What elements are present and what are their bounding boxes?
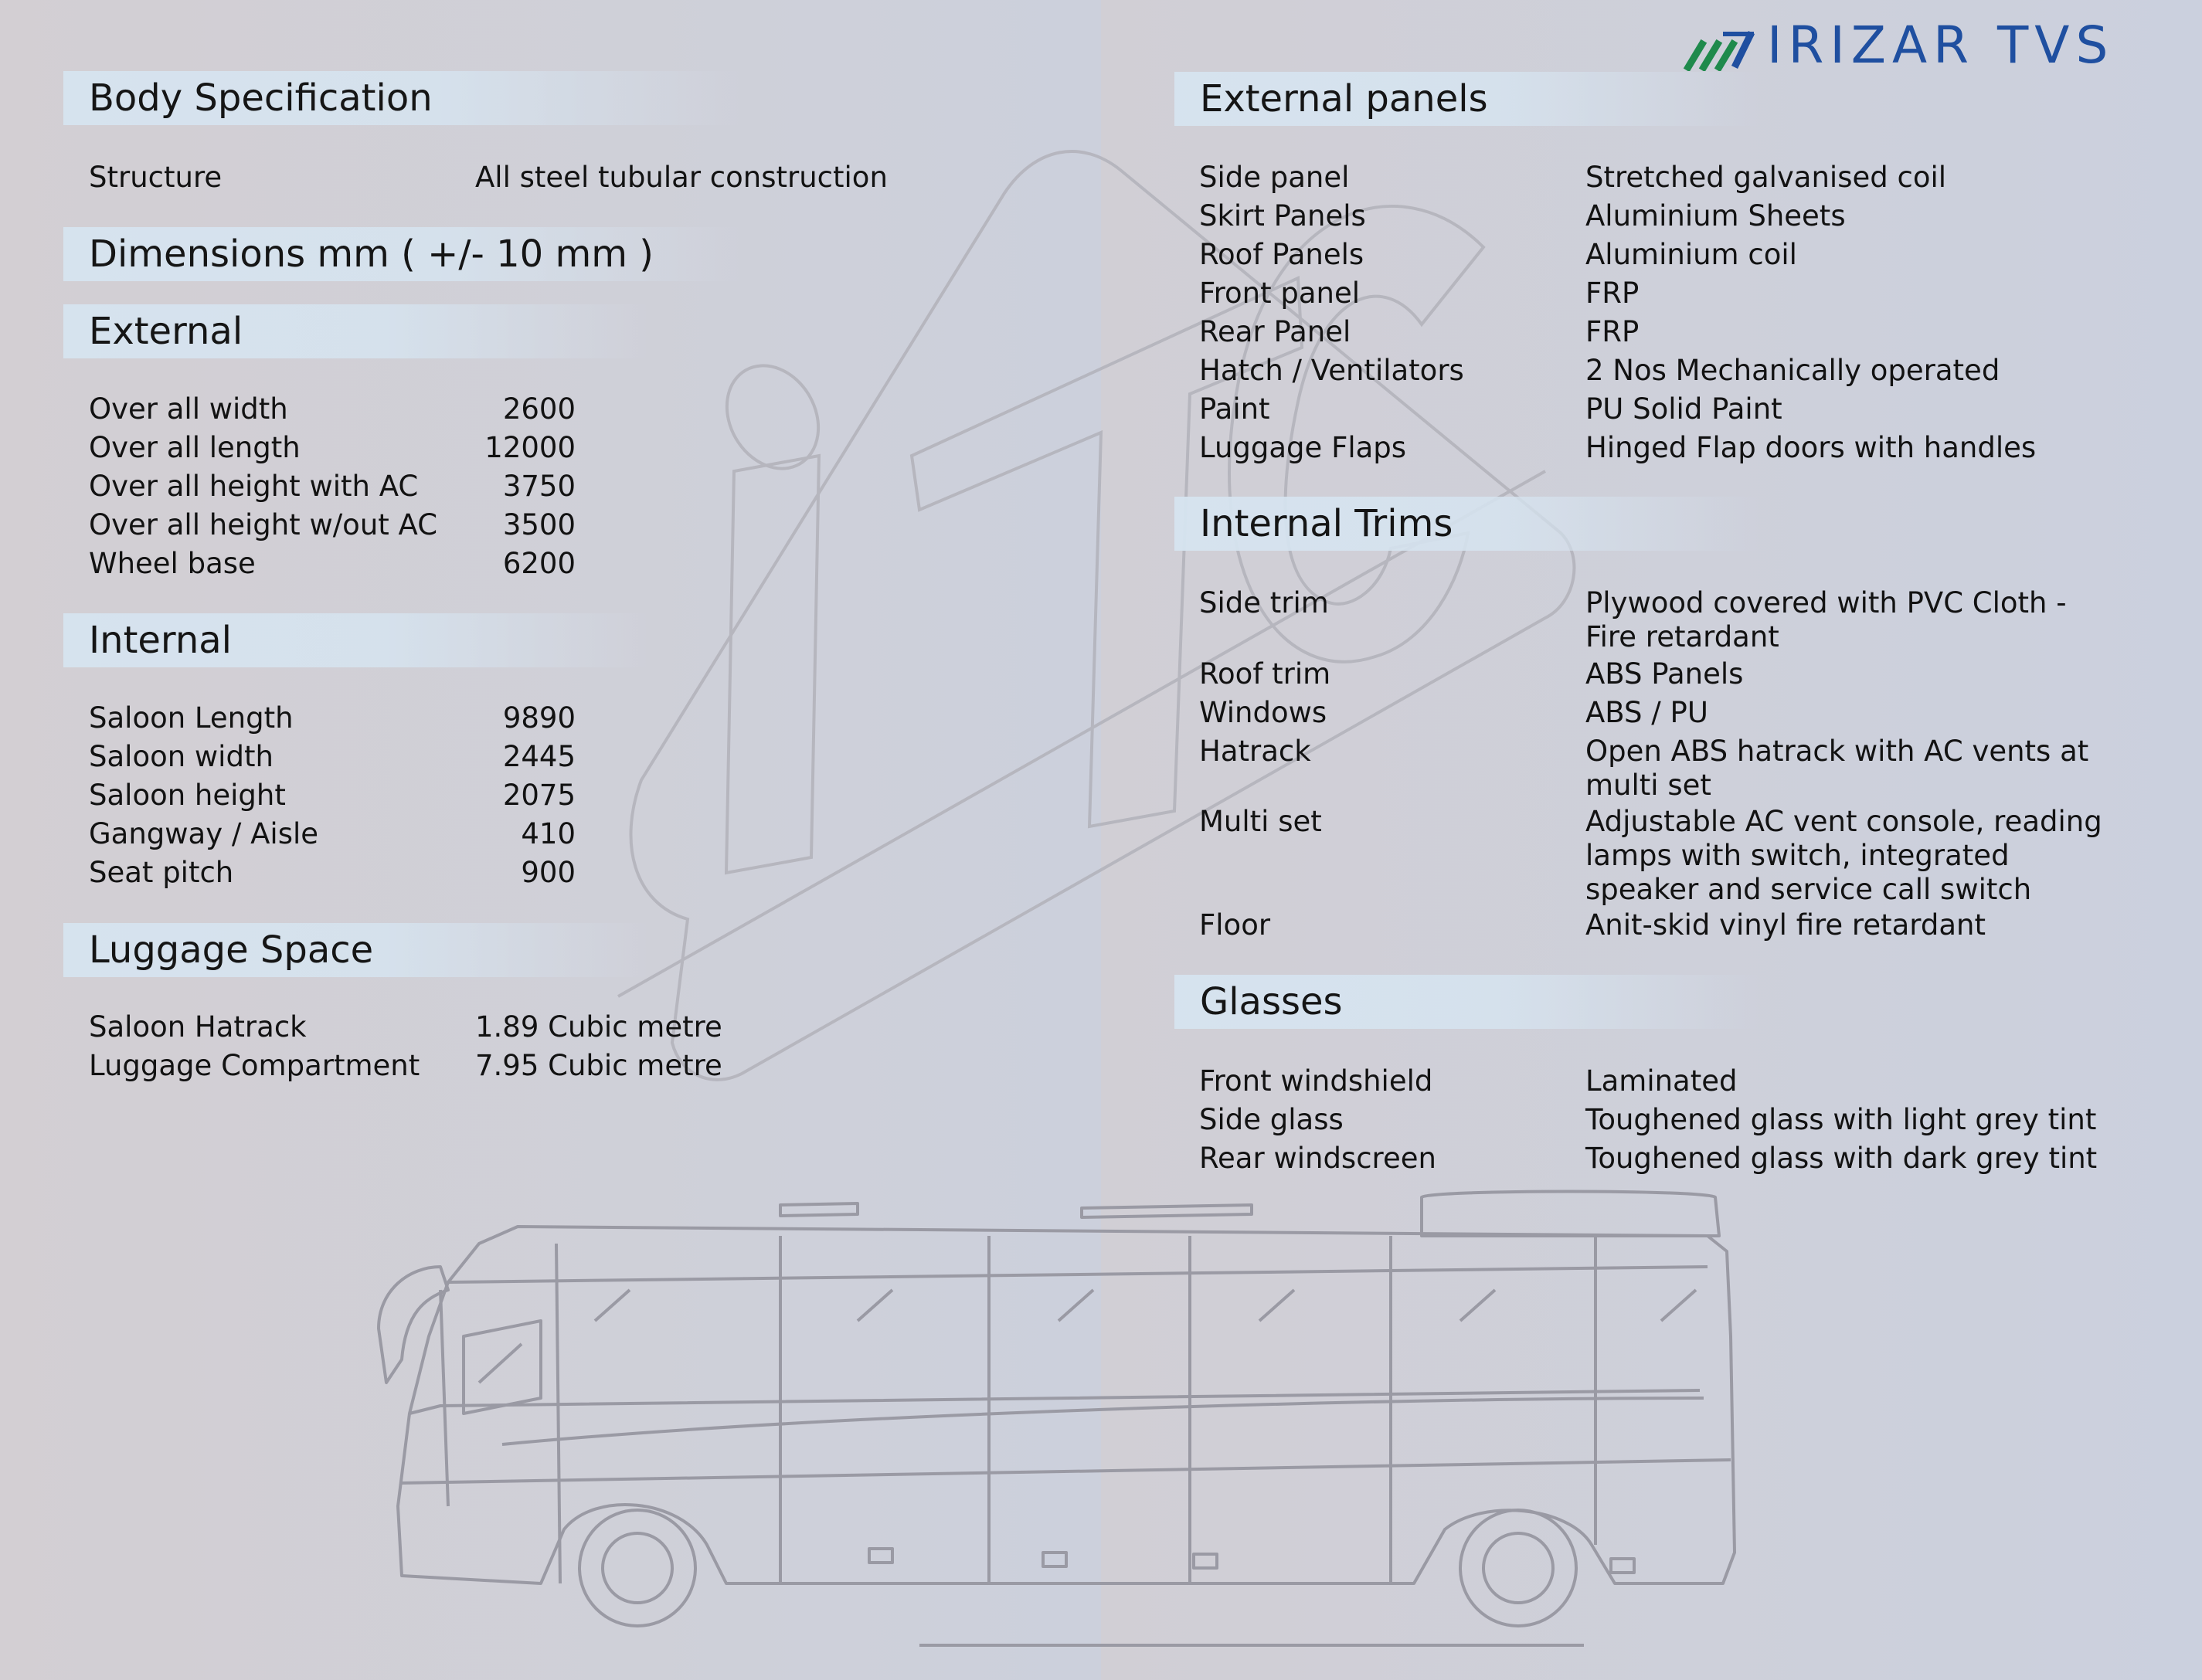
spec-label: Front windshield — [1199, 1064, 1433, 1098]
spec-label: Floor — [1199, 908, 1271, 942]
spec-value: ABS Panels — [1585, 657, 1744, 691]
spec-label: Front panel — [1199, 277, 1360, 310]
spec-label: Structure — [89, 161, 223, 194]
spec-value: 2075 — [502, 779, 576, 812]
spec-value: 9890 — [502, 701, 576, 735]
spec-value: Adjustable AC vent console, reading lamps with switch, integrated speaker and service call switch — [1585, 805, 2102, 906]
brand-name: IRIZAR TVS — [1767, 15, 2115, 75]
spec-label: Wheel base — [89, 547, 256, 580]
spec-label: Rear windscreen — [1199, 1142, 1436, 1175]
spec-value: Open ABS hatrack with AC vents at multi set — [1585, 735, 2089, 802]
spec-label: Skirt Panels — [1199, 199, 1366, 232]
irizar-tvs-logo — [1680, 14, 2160, 76]
spec-label: Hatch / Ventilators — [1199, 354, 1464, 387]
spec-value: Laminated — [1585, 1064, 1738, 1098]
bus-side-illustration — [363, 1182, 1862, 1661]
spec-value: Toughened glass with light grey tint — [1585, 1103, 2097, 1136]
spec-value: 6200 — [502, 547, 576, 580]
spec-label: Saloon Length — [89, 701, 294, 735]
spec-label: Roof trim — [1199, 657, 1331, 691]
spec-value: 3750 — [502, 470, 576, 503]
spec-label: Over all height with AC — [89, 470, 419, 503]
spec-value: Aluminium coil — [1585, 238, 1797, 271]
spec-label: Saloon Hatrack — [89, 1010, 307, 1044]
spec-label: Roof Panels — [1199, 238, 1364, 271]
spec-label: Over all length — [89, 431, 301, 464]
spec-label: Side trim — [1199, 586, 1329, 619]
spec-value: 2445 — [502, 740, 576, 773]
spec-label: Luggage Flaps — [1199, 431, 1407, 464]
spec-label: Side glass — [1199, 1103, 1344, 1136]
spec-label: Rear Panel — [1199, 315, 1351, 348]
spec-value: FRP — [1585, 277, 1640, 310]
spec-value: All steel tubular construction — [475, 161, 888, 194]
spec-value: 3500 — [502, 508, 576, 541]
spec-value: Hinged Flap doors with handles — [1585, 431, 2037, 464]
spec-label: Over all width — [89, 392, 288, 426]
spec-value: Anit-skid vinyl fire retardant — [1585, 908, 1986, 942]
internal-heading: Internal — [63, 613, 651, 667]
spec-value: FRP — [1585, 315, 1640, 348]
internal-trims-heading: Internal Trims — [1174, 497, 1762, 551]
external-heading: External — [63, 304, 651, 358]
spec-value: 1.89 Cubic metre — [475, 1010, 722, 1044]
glasses-heading: Glasses — [1174, 975, 1762, 1029]
spec-value: Stretched galvanised coil — [1585, 161, 1947, 194]
spec-label: Hatrack — [1199, 735, 1311, 768]
spec-label: Luggage Compartment — [89, 1049, 420, 1082]
brand-marks-icon — [1680, 25, 1758, 71]
spec-value: Toughened glass with dark grey tint — [1585, 1142, 2098, 1175]
spec-value: Plywood covered with PVC Cloth - Fire retardant — [1585, 586, 2067, 653]
spec-value: 2 Nos Mechanically operated — [1585, 354, 2000, 387]
dimensions-heading: Dimensions mm ( +/- 10 mm ) — [63, 227, 743, 281]
spec-label: Seat pitch — [89, 856, 234, 889]
spec-label: Multi set — [1199, 805, 1322, 838]
spec-label: Side panel — [1199, 161, 1350, 194]
spec-label: Windows — [1199, 696, 1327, 729]
spec-value: 900 — [521, 856, 576, 889]
spec-label: Gangway / Aisle — [89, 817, 319, 850]
spec-value: 2600 — [502, 392, 576, 426]
external-panels-heading: External panels — [1174, 72, 1762, 126]
spec-value: 7.95 Cubic metre — [475, 1049, 722, 1082]
spec-label: Saloon width — [89, 740, 274, 773]
spec-value: PU Solid Paint — [1585, 392, 1782, 426]
itc-watermark-logo — [587, 147, 1592, 1120]
body-specification-heading: Body Specification — [63, 71, 743, 125]
spec-value: ABS / PU — [1585, 696, 1708, 729]
spec-value: Aluminium Sheets — [1585, 199, 1846, 232]
spec-value: 12000 — [484, 431, 576, 464]
spec-label: Paint — [1199, 392, 1270, 426]
spec-label: Saloon height — [89, 779, 286, 812]
spec-value: 410 — [521, 817, 576, 850]
luggage-space-heading: Luggage Space — [63, 923, 651, 977]
spec-label: Over all height w/out AC — [89, 508, 438, 541]
